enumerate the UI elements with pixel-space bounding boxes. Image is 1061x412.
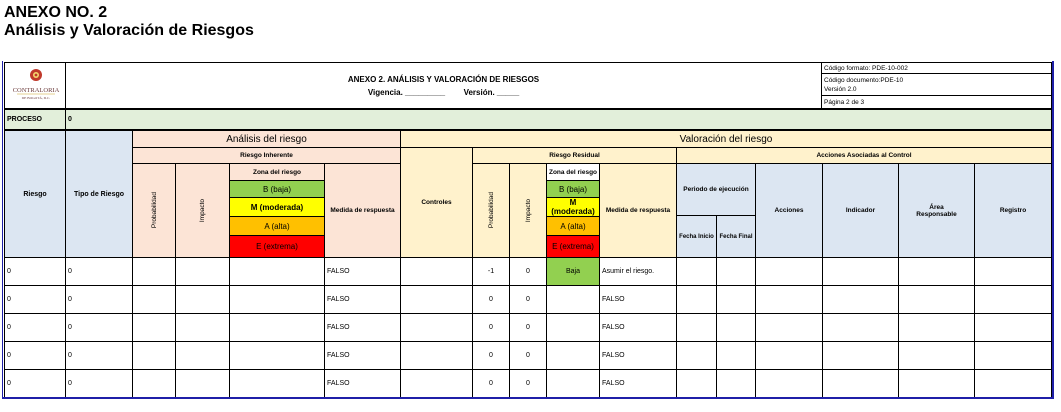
cell-res-zona[interactable] [546,285,600,314]
codigo-documento: Código documento:PDE-10 [824,77,904,84]
periodo-header: Periodo de ejecución [676,163,756,216]
cell-tipo-riesgo[interactable]: 0 [65,341,133,370]
cell-area-responsable[interactable] [898,341,975,370]
cell-res-medida[interactable]: FALSO [599,341,677,370]
doc-title-cell [65,62,822,109]
col-inh-impacto: Impacto [175,163,230,258]
pagina: Página 2 de 3 [821,95,1052,109]
contraloria-logo-icon [9,67,63,101]
col-res-probabilidad: Probabilidad [472,163,510,258]
cell-riesgo[interactable]: 0 [4,369,66,398]
codigo-formato: Código formato: PDE-10-002 [821,62,1052,74]
cell-res-impacto[interactable]: 0 [509,257,547,286]
cell-res-probabilidad[interactable]: 0 [472,313,510,342]
cell-inh-impacto[interactable] [175,285,230,314]
inh-zone-alta: A (alta) [229,216,325,236]
cell-indicador[interactable] [822,369,899,398]
cell-controles[interactable] [400,369,473,398]
col-area-responsable: Área Responsable [898,163,975,258]
cell-registro[interactable] [974,313,1052,342]
inh-zona-header: Zona del riesgo [229,163,325,181]
cell-res-probabilidad[interactable]: 0 [472,341,510,370]
res-zona-header: Zona del riesgo [546,163,600,181]
cell-res-probabilidad[interactable]: 0 [472,285,510,314]
cell-res-impacto[interactable]: 0 [509,313,547,342]
col-inh-probabilidad: Probabilidad [132,163,176,258]
proceso-value[interactable]: 0 [65,109,1052,130]
cell-registro[interactable] [974,341,1052,370]
cell-res-probabilidad[interactable]: -1 [472,257,510,286]
cell-inh-probabilidad[interactable] [132,257,176,286]
cell-res-medida[interactable]: FALSO [599,313,677,342]
cell-riesgo[interactable]: 0 [4,341,66,370]
cell-inh-zona[interactable] [229,369,325,398]
cell-res-zona[interactable] [546,313,600,342]
cell-area-responsable[interactable] [898,369,975,398]
codigo-documento-cell [821,73,1052,96]
cell-acciones[interactable] [755,369,823,398]
cell-acciones[interactable] [755,313,823,342]
col-tipo-riesgo: Tipo de Riesgo [65,130,133,258]
cell-tipo-riesgo[interactable]: 0 [65,257,133,286]
cell-inh-zona[interactable] [229,257,325,286]
cell-res-zona[interactable] [546,341,600,370]
cell-controles[interactable] [400,341,473,370]
cell-indicador[interactable] [822,257,899,286]
cell-fecha-final[interactable] [716,257,756,286]
cell-res-medida[interactable]: Asumir el riesgo. [599,257,677,286]
cell-inh-impacto[interactable] [175,313,230,342]
riesgo-residual-header: Riesgo Residual [472,147,677,164]
cell-controles[interactable] [400,313,473,342]
cell-indicador[interactable] [822,285,899,314]
cell-inh-impacto[interactable] [175,257,230,286]
col-res-impacto: Impacto [509,163,547,258]
cell-res-impacto[interactable]: 0 [509,369,547,398]
cell-fecha-final[interactable] [716,313,756,342]
svg-text:CONTRALORIA: CONTRALORIA [12,87,60,94]
cell-inh-probabilidad[interactable] [132,341,176,370]
cell-area-responsable[interactable] [898,285,975,314]
analisis-header: Análisis del riesgo [132,130,401,148]
cell-fecha-inicio[interactable] [676,257,717,286]
logo-cell [4,62,66,109]
cell-registro[interactable] [974,369,1052,398]
cell-riesgo[interactable]: 0 [4,313,66,342]
cell-inh-zona[interactable] [229,313,325,342]
proceso-label: PROCESO [4,109,66,130]
cell-res-zona[interactable] [546,369,600,398]
cell-res-impacto[interactable]: 0 [509,341,547,370]
inh-zone-baja: B (baja) [229,180,325,198]
col-fecha-inicio: Fecha Inicio [676,215,717,258]
cell-riesgo[interactable]: 0 [4,257,66,286]
cell-inh-medida[interactable]: FALSO [324,341,401,370]
cell-inh-medida[interactable]: FALSO [324,313,401,342]
res-zone-moderada: M (moderada) [546,197,600,217]
res-zone-baja: B (baja) [546,180,600,198]
cell-inh-probabilidad[interactable] [132,313,176,342]
col-registro: Registro [974,163,1052,258]
cell-fecha-inicio[interactable] [676,341,717,370]
cell-tipo-riesgo[interactable]: 0 [65,313,133,342]
col-inh-medida: Medida de respuesta [324,163,401,258]
cell-area-responsable[interactable] [898,257,975,286]
cell-inh-probabilidad[interactable] [132,285,176,314]
riesgo-inherente-header: Riesgo Inherente [132,147,401,164]
version-number: Versión 2.0 [824,86,857,93]
col-riesgo: Riesgo [4,130,66,258]
cell-tipo-riesgo[interactable]: 0 [65,285,133,314]
vigencia-label: Vigencia. _________ [367,88,446,97]
cell-res-impacto[interactable]: 0 [509,285,547,314]
cell-fecha-final[interactable] [716,341,756,370]
res-zone-alta: A (alta) [546,216,600,236]
acciones-asociadas-header: Acciones Asociadas al Control [676,147,1052,164]
cell-acciones[interactable] [755,341,823,370]
cell-inh-zona[interactable] [229,285,325,314]
annex-title: Análisis y Valoración de Riesgos [4,22,254,39]
cell-fecha-final[interactable] [716,369,756,398]
cell-indicador[interactable] [822,341,899,370]
cell-res-zona[interactable]: Baja [546,257,600,286]
cell-inh-zona[interactable] [229,341,325,370]
cell-fecha-final[interactable] [716,285,756,314]
cell-fecha-inicio[interactable] [676,313,717,342]
cell-res-medida[interactable]: FALSO [599,369,677,398]
cell-registro[interactable] [974,257,1052,286]
cell-fecha-inicio[interactable] [676,285,717,314]
cell-res-medida[interactable]: FALSO [599,285,677,314]
cell-area-responsable[interactable] [898,313,975,342]
inh-zone-moderada: M (moderada) [229,197,325,217]
res-zone-extrema: E (extrema) [546,235,600,258]
vigencia-version-line [66,88,821,97]
cell-inh-impacto[interactable] [175,369,230,398]
cell-registro[interactable] [974,285,1052,314]
col-indicador: Indicador [822,163,899,258]
cell-inh-medida[interactable]: FALSO [324,257,401,286]
cell-inh-impacto[interactable] [175,341,230,370]
cell-res-probabilidad[interactable]: 0 [472,369,510,398]
cell-fecha-inicio[interactable] [676,369,717,398]
cell-controles[interactable] [400,285,473,314]
cell-controles[interactable] [400,257,473,286]
cell-indicador[interactable] [822,313,899,342]
inh-zone-extrema: E (extrema) [229,235,325,258]
cell-inh-probabilidad[interactable] [132,369,176,398]
risk-sheet [4,62,1052,398]
cell-inh-medida[interactable]: FALSO [324,369,401,398]
svg-text:DE BOGOTÁ, D.C.: DE BOGOTÁ, D.C. [21,96,51,100]
version-label: Versión. _____ [463,88,520,97]
col-acciones: Acciones [755,163,823,258]
cell-inh-medida[interactable]: FALSO [324,285,401,314]
doc-title: ANEXO 2. ANÁLISIS Y VALORACIÓN DE RIESGOS [347,75,540,84]
annex-number: ANEXO NO. 2 [4,4,108,21]
cell-riesgo[interactable]: 0 [4,285,66,314]
col-res-medida: Medida de respuesta [599,163,677,258]
cell-acciones[interactable] [755,257,823,286]
cell-acciones[interactable] [755,285,823,314]
col-fecha-final: Fecha Final [716,215,756,258]
cell-tipo-riesgo[interactable]: 0 [65,369,133,398]
col-controles: Controles [400,147,473,258]
valoracion-header: Valoración del riesgo [400,130,1052,148]
